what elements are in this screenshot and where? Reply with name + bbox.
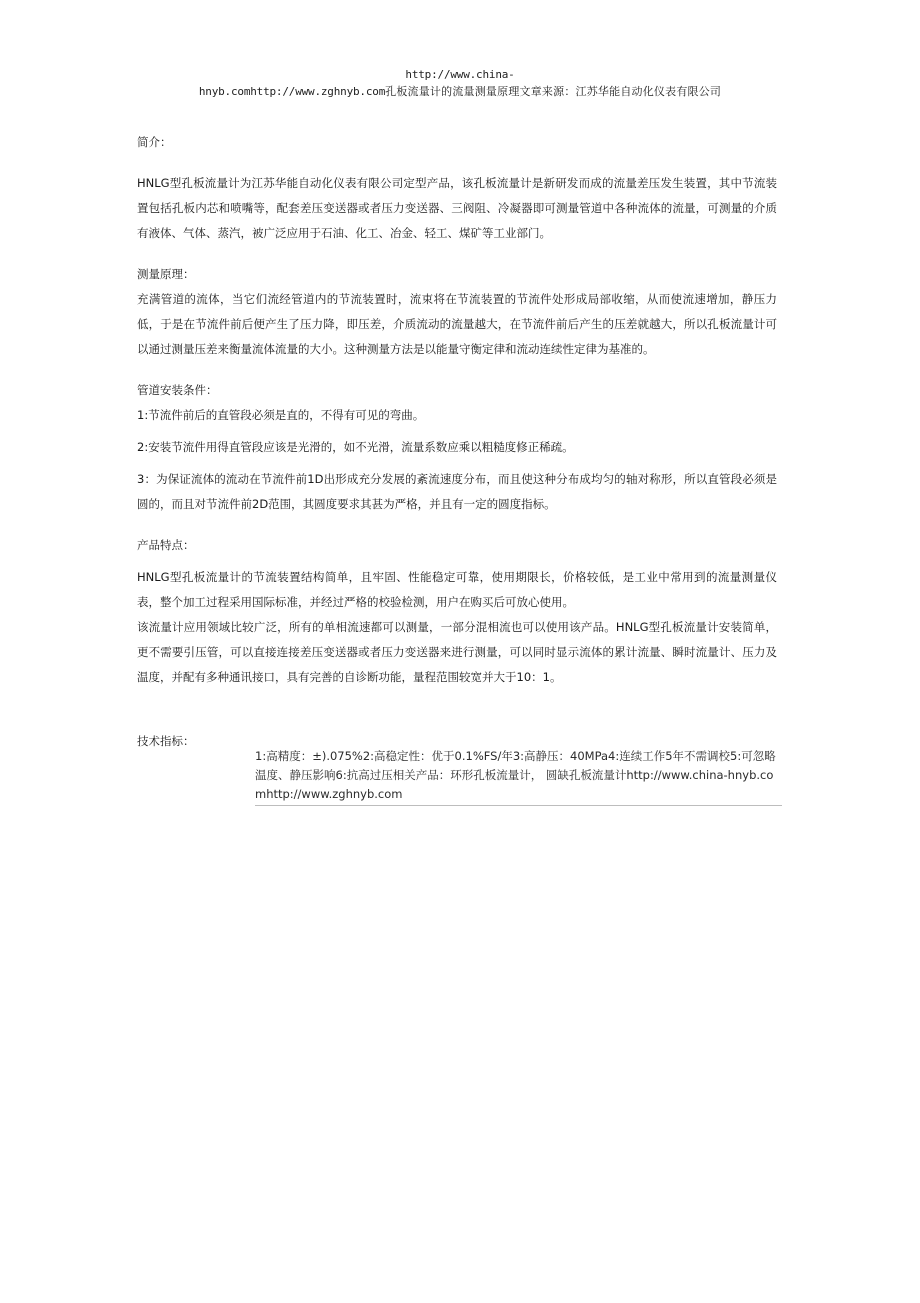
header-url-prefix: hnyb.comhttp://www.zghnyb.com bbox=[198, 85, 386, 98]
install-title: 管道安装条件： bbox=[137, 383, 218, 397]
header-article-title: 孔板流量计的流量测量原理文章来源：江苏华能自动化仪表有限公司 bbox=[385, 85, 722, 98]
specs-list: 1:高精度：±).075%2:高稳定性：优于0.1%FS/年3:高静压：40MPa4:连续工作5年不需调校5:可忽略温度、静压影响6:抗高过压相关产品：环形孔板流量计， 圆缺孔板流量计http://www.china-hnyb.comhttp://www.zghnyb.com bbox=[255, 747, 782, 806]
intro-title: 简介： bbox=[137, 135, 172, 149]
specs-title: 技术指标： bbox=[137, 734, 195, 748]
install-item-3: 3：为保证流体的流动在节流件前1D出形成充分发展的紊流速度分布，而且使这种分布成均匀的轴对称形，所以直管段必须是圆的，而且对节流件前2D范围，其圆度要求其甚为严格，并且有一定的圆度指标。 bbox=[137, 472, 777, 511]
principle-paragraph: 充满管道的流体，当它们流经管道内的节流装置时，流束将在节流装置的节流件处形成局部收缩，从而使流速增加，静压力低，于是在节流件前后便产生了压力降，即压差，介质流动的流量越大，在节流件前后产生的压差就越大，所以孔板流量计可以通过测量压差来衡量流体流量的大小。这种测量方法是以能量守衡定律和流动连续性定律为基准的。 bbox=[137, 292, 777, 356]
install-item-1: 1:节流件前后的直管段必须是直的，不得有可见的弯曲。 bbox=[137, 408, 425, 422]
page-header bbox=[120, 66, 800, 100]
features-paragraph-2: 该流量计应用领域比较广泛，所有的单相流速都可以测量，一部分混相流也可以使用该产品。HNLG型孔板流量计安装简单，更不需要引压管，可以直接连接差压变送器或者压力变送器来进行测量，可以同时显示流体的累计流量、瞬时流量计、压力及温度，并配有多种通讯接口，具有完善的自诊断功能，量程范围较宽并大于10：1。 bbox=[137, 620, 777, 684]
header-url-line: http://www.china- bbox=[405, 68, 515, 81]
intro-paragraph: HNLG型孔板流量计为江苏华能自动化仪表有限公司定型产品，该孔板流量计是新研发而成的流量差压发生装置，其中节流装置包括孔板内芯和喷嘴等，配套差压变送器或者压力变送器、三阀阻、冷凝器即可测量管道中各种流体的流量，可测量的介质有液体、气体、蒸汽，被广泛应用于石油、化工、冶金、轻工、煤矿等工业部门。 bbox=[137, 176, 777, 240]
features-title: 产品特点： bbox=[137, 538, 195, 552]
install-item-2: 2:安装节流件用得直管段应该是光滑的，如不光滑，流量系数应乘以粗糙度修正稀疏。 bbox=[137, 440, 574, 454]
features-paragraph-1: HNLG型孔板流量计的节流装置结构简单，且牢固、性能稳定可靠，使用期限长，价格较低，是工业中常用到的流量测量仪表，整个加工过程采用国际标准，并经过严格的校验检测，用户在购买后可放心使用。 bbox=[137, 570, 777, 609]
header-title-line bbox=[120, 83, 800, 100]
principle-title: 测量原理： bbox=[137, 267, 195, 281]
document-body bbox=[137, 130, 777, 690]
